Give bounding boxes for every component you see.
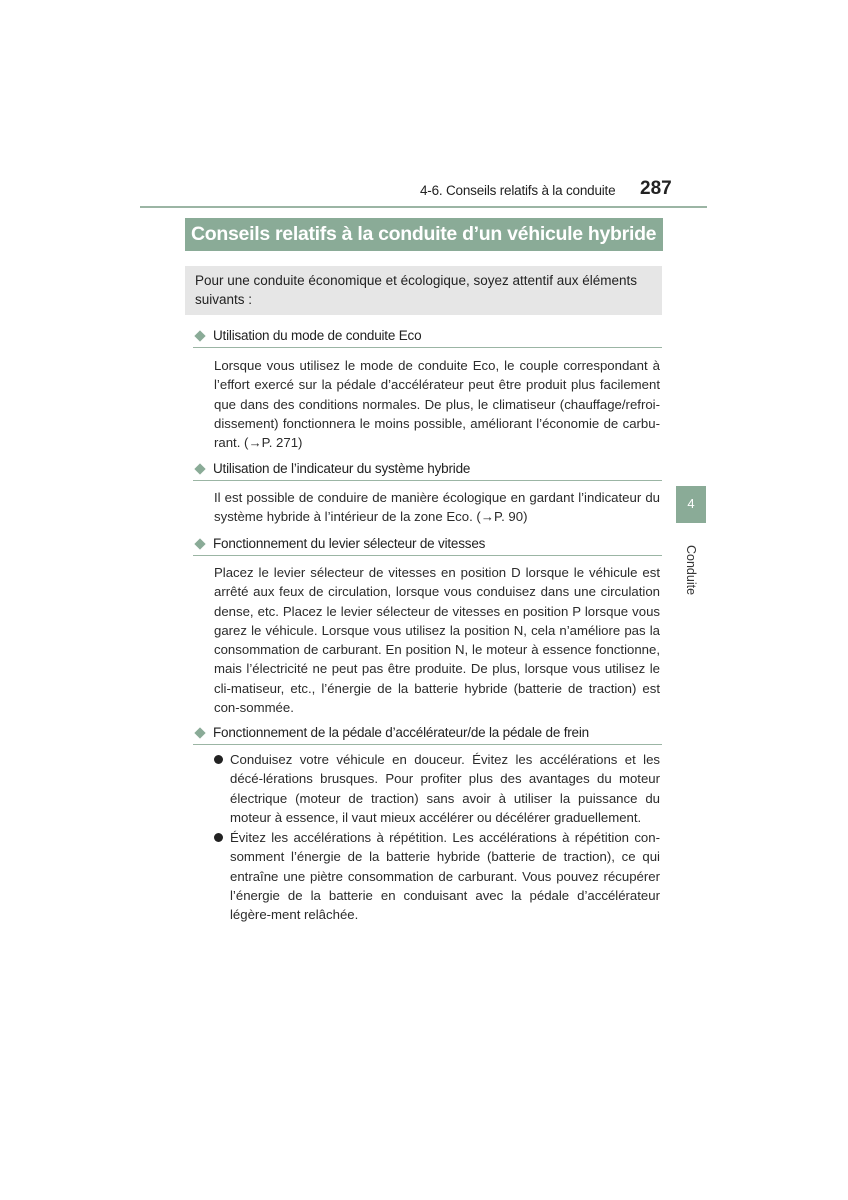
intro-box: Pour une conduite économique et écologique, soyez attentif aux éléments suivants :	[185, 266, 662, 315]
section-text-hybrid-indicator: Il est possible de conduire de manière écologique en gardant l’indicateur du système hybride à l’intérieur de la zone Eco. (→P. 90)	[214, 490, 660, 525]
section-heading-pedals	[193, 725, 662, 745]
diamond-icon	[194, 538, 205, 549]
diamond-icon	[194, 330, 205, 341]
section-heading-label: Utilisation de l’indicateur du système hybride	[213, 461, 471, 476]
header-rule	[140, 206, 707, 208]
page-title: Conseils relatifs à la conduite d’un véhicule hybride	[185, 218, 663, 251]
section-heading-label: Utilisation du mode de conduite Eco	[213, 328, 422, 343]
chapter-tab-rule	[676, 521, 706, 523]
list-item-text: Évitez les accélérations à répétition. Les accélérations à répétition con-somment l’énergie de la batterie hybride (batterie de traction), ce qui entraîne une piètre consommation de carburant. Vous pouvez récupérer l’énergie de la batterie en conduisant avec la pédale d’accélérateur légère-ment relâchée.	[230, 830, 660, 923]
header-section-title: 4-6. Conseils relatifs à la conduite	[420, 183, 616, 198]
chapter-tab-number: 4	[676, 486, 706, 521]
section-heading-label: Fonctionnement de la pédale d’accélérateur/de la pédale de frein	[213, 725, 589, 740]
section-heading-eco-mode	[193, 328, 662, 348]
section-text-eco-mode: Lorsque vous utilisez le mode de conduite Eco, le couple correspondant à l’effort exercé sur la pédale d’accélérateur peut être produit plus facilement que dans des conditions normales. De plus, le climatiseur (chauffage/refroi-dissement) fonctionnera le moins possible, améliorant l’économie de carbu-rant. (→P. 271)	[214, 358, 660, 451]
list-item-text: Conduisez votre véhicule en douceur. Évitez les accélérations et les décé-lérations brusques. Pour profiter plus des avantages du moteur électrique (moteur de traction) sans avoir à utiliser la puissance du moteur à essence, il vaut mieux accélérer ou décélérer graduellement.	[230, 752, 660, 825]
diamond-icon	[194, 463, 205, 474]
page-number: 287	[640, 178, 672, 199]
list-item	[214, 750, 660, 827]
section-text-shift-lever: Placez le levier sélecteur de vitesses en position D lorsque le véhicule est arrêté aux feux de circulation, lorsque vous conduisez dans une circulation dense, etc. Placez le levier sélecteur de vitesses en position P lorsque vous garez le véhicule. Lorsque vous utilisez la position N, cela n’améliore pas la consommation de carburant. En position N, le moteur à essence fonctionne, mais l’électricité ne peut pas être produite. De plus, lorsque vous utilisez le cli-matiseur, etc., l’énergie de la batterie hybride (batterie de traction) est con-sommée.	[214, 565, 660, 716]
diamond-icon	[194, 727, 205, 738]
bullet-icon	[214, 755, 223, 764]
chapter-tab-label: Conduite	[684, 545, 698, 596]
section-heading-shift-lever	[193, 536, 662, 556]
section-heading-hybrid-indicator	[193, 461, 662, 481]
section-heading-label: Fonctionnement du levier sélecteur de vitesses	[213, 536, 486, 551]
list-item	[214, 828, 660, 924]
bullet-icon	[214, 833, 223, 842]
